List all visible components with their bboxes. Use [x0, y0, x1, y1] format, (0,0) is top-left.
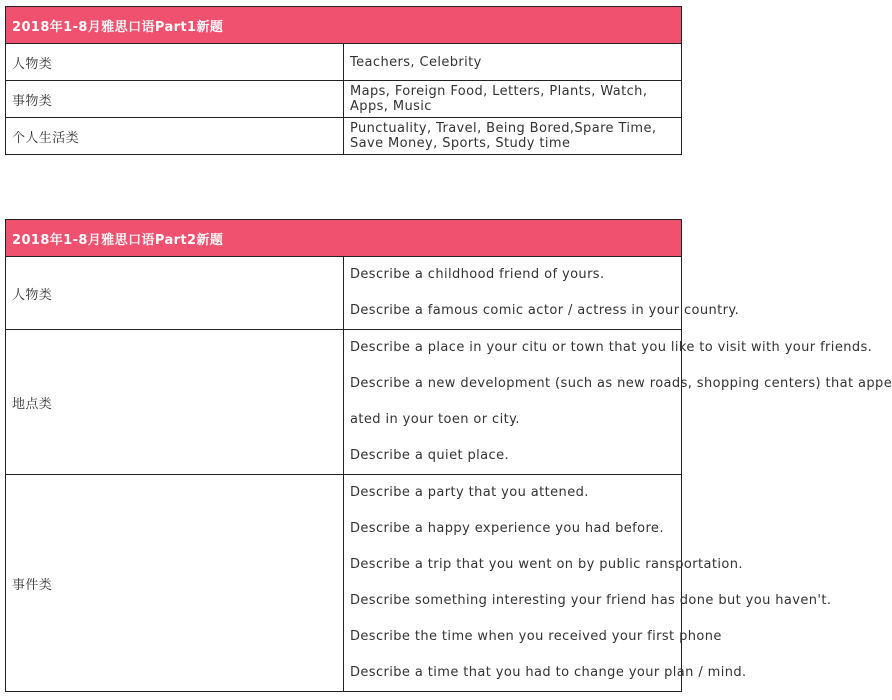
category-cell: 个人生活类: [6, 118, 344, 155]
table-row: [6, 475, 682, 692]
topic-line: Describe a trip that you went on by public ransportation.: [350, 557, 743, 572]
topic-line: Describe the time when you received your first phone: [350, 629, 722, 644]
part1-topics-table: [5, 6, 682, 155]
part2-table-title: 2018年1-8月雅思口语Part2新题: [6, 220, 682, 257]
topic-list-cell: Punctuality, Travel, Being Bored,Spare Time, Save Money, Sports, Study time: [344, 118, 682, 155]
table-row: [6, 330, 682, 475]
topic-list-cell: [344, 475, 832, 692]
topic-list-cell: [344, 330, 892, 475]
category-cell: 事件类: [6, 475, 344, 692]
topic-line: Describe something interesting your friend has done but you haven't.: [350, 593, 832, 608]
topic-line: Describe a party that you attened.: [350, 485, 589, 500]
part1-table-title: 2018年1-8月雅思口语Part1新题: [6, 7, 682, 44]
category-cell: 地点类: [6, 330, 344, 475]
table-row: [6, 81, 682, 118]
topic-line: Describe a happy experience you had before.: [350, 521, 664, 536]
topic-list-cell: Teachers, Celebrity: [344, 44, 682, 81]
category-cell: 事物类: [6, 81, 344, 118]
topic-line: Describe a quiet place.: [350, 448, 510, 463]
topic-line: Describe a place in your citu or town that you like to visit with your friends.: [350, 340, 873, 355]
table-row: [6, 118, 682, 155]
topic-line: Describe a childhood friend of yours.: [350, 267, 605, 282]
topic-line: ated in your toen or city.: [350, 412, 520, 427]
topic-line: Describe a new development (such as new roads, shopping centers) that appe: [350, 376, 892, 391]
part2-topics-table: [5, 219, 892, 692]
table-row: [6, 257, 682, 330]
topic-line: Describe a famous comic actor / actress in your country.: [350, 303, 740, 318]
topic-line: Describe a time that you had to change your plan / mind.: [350, 665, 747, 680]
table-row: [6, 44, 682, 81]
topic-list-cell: [344, 257, 740, 330]
category-cell: 人物类: [6, 257, 344, 330]
category-cell: 人物类: [6, 44, 344, 81]
topic-list-cell: Maps, Foreign Food, Letters, Plants, Watch, Apps, Music: [344, 81, 682, 118]
